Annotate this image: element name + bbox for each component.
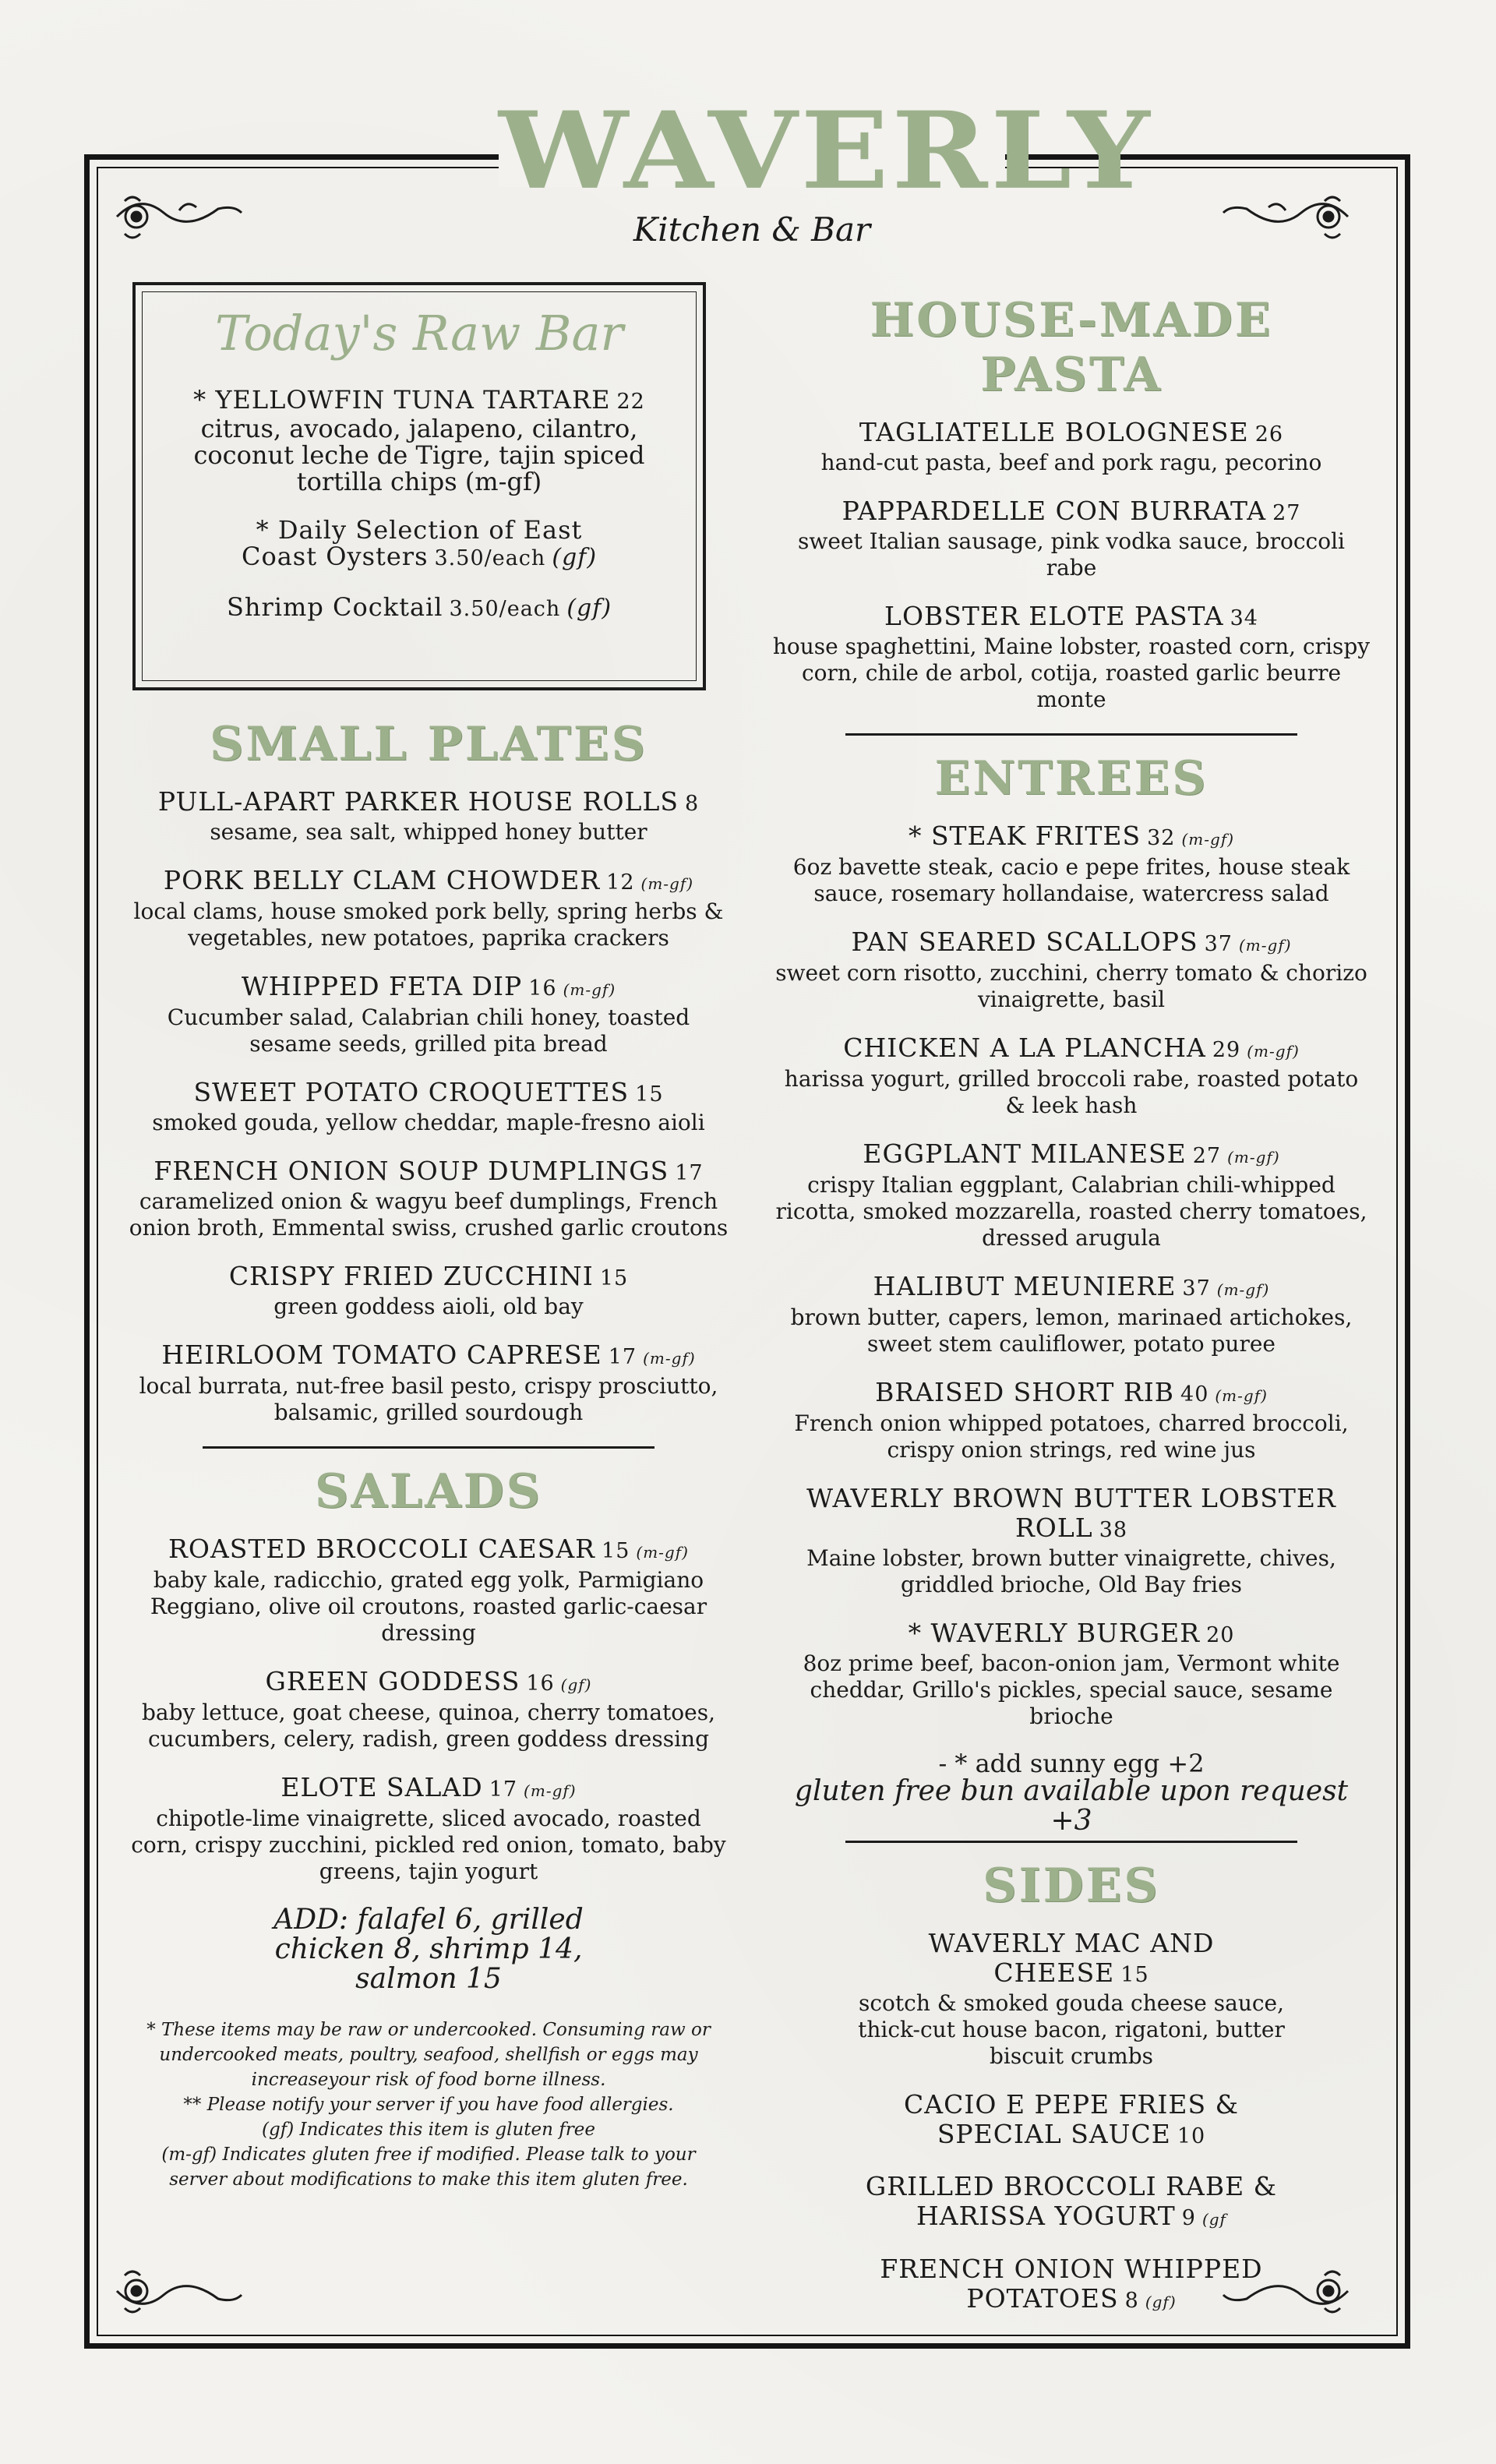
menu-item [771, 496, 1371, 581]
sides-title: SIDES [983, 1859, 1160, 1913]
item-description: sweet corn risotto, zucchini, cherry tomato & chorizo vinaigrette, basil [775, 960, 1367, 1012]
item-price: 26 [1254, 422, 1284, 447]
item-description: smoked gouda, yellow cheddar, maple-fresno aioli [152, 1110, 705, 1135]
item-price: 15 [602, 1539, 630, 1563]
item-price: 15 [599, 1266, 629, 1290]
footnotes [125, 2017, 732, 2192]
item-note: (m-gf) [1227, 1148, 1280, 1167]
item-price: 12 [606, 870, 635, 895]
item-price: 27 [1192, 1144, 1222, 1168]
menu-item [125, 866, 732, 951]
item-heading [771, 821, 1371, 854]
item-price: 27 [1272, 501, 1301, 525]
item-name: CRISPY FRIED ZUCCHINI [228, 1261, 594, 1291]
item-heading [771, 1484, 1371, 1545]
item-price: 17 [675, 1161, 704, 1185]
item-description: 8oz prime beef, bacon-onion jam, Vermont white cheddar, Grillo's pickles, special sauce, sesame brioche [803, 1650, 1340, 1729]
item-description: brown butter, capers, lemon, marinaed artichokes, sweet stem cauliflower, potato puree [790, 1304, 1353, 1357]
item-note: (m-gf) [636, 1543, 689, 1562]
menu-item [771, 1033, 1371, 1119]
item-heading [771, 1378, 1371, 1410]
item-description: French onion whipped potatoes, charred broccoli, crispy onion strings, red wine jus [794, 1410, 1349, 1463]
item-price: 34 [1230, 606, 1258, 630]
footnote-line: ** Please notify your server if you have food allergies. [183, 2095, 674, 2115]
item-heading [125, 1534, 732, 1567]
raw-bar-inner-border [142, 291, 697, 681]
menu-item [771, 1139, 1371, 1251]
item-note: (m-gf) [640, 874, 694, 893]
item-name: Shrimp Cocktail [226, 592, 443, 622]
item-heading [125, 1156, 732, 1188]
item-name: HEIRLOOM TOMATO CAPRESE [161, 1340, 602, 1370]
footnote-line: (gf) Indicates this item is gluten free [262, 2120, 595, 2140]
salad-add-ons: ADD: falafel 6, grilled chicken 8, shrimp 14, salmon 15 [273, 1904, 584, 1995]
item-name: * YELLOWFIN TUNA TARTARE [193, 385, 611, 415]
entrees-list [771, 821, 1371, 1730]
floral-ornament-icon [109, 178, 249, 256]
item-name: WAVERLY BROWN BUTTER LOBSTER ROLL [806, 1483, 1336, 1543]
item-note: (gf) [1145, 2293, 1177, 2311]
raw-bar-title: Today's Raw Bar [214, 305, 624, 362]
item-heading [125, 1340, 732, 1373]
item-price: 22 [616, 390, 645, 414]
item-name: PAPPARDELLE CON BURRATA [842, 496, 1267, 526]
item-name: * STEAK FRITES [908, 821, 1141, 851]
item-note: (m-gf) [1215, 1386, 1268, 1405]
item-name: PORK BELLY CLAM CHOWDER [163, 865, 601, 895]
item-name: * WAVERLY BURGER [908, 1618, 1201, 1648]
item-price: 3.50/each [434, 546, 546, 570]
menu-item [771, 2172, 1371, 2234]
item-heading [771, 1033, 1371, 1066]
item-heading [771, 927, 1371, 960]
menu-item [125, 1262, 732, 1320]
item-price: 15 [635, 1082, 664, 1107]
item-heading [125, 787, 732, 819]
item-name: FRENCH ONION WHIPPED POTATOES [880, 2254, 1263, 2314]
item-note: (m-gf) [524, 1781, 577, 1800]
item-heading [857, 1929, 1286, 1990]
item-name: FRENCH ONION SOUP DUMPLINGS [153, 1156, 669, 1186]
item-name: SWEET POTATO CROQUETTES [193, 1077, 630, 1107]
item-description: Maine lobster, brown butter vinaigrette, chives, griddled brioche, Old Bay fries [806, 1545, 1336, 1597]
entrees-title: ENTREES [934, 751, 1208, 806]
item-description: sweet Italian sausage, pink vodka sauce, broccoli rabe [797, 528, 1345, 581]
small-plates-list [125, 787, 732, 1426]
item-heading [125, 866, 732, 898]
item-price: 40 [1180, 1382, 1209, 1407]
menu-item [125, 1078, 732, 1136]
item-description: local clams, house smoked pork belly, spring herbs & vegetables, new potatoes, paprika crackers [133, 898, 724, 951]
item-price: 38 [1099, 1518, 1128, 1542]
sides-list [771, 1929, 1371, 2317]
burger-add-on: - * add sunny egg +2 [938, 1749, 1205, 1778]
item-note: (m-gf) [563, 980, 616, 999]
floral-ornament-icon [1216, 178, 1356, 256]
item-name: * Daily Selection of East Coast Oysters [241, 515, 583, 571]
item-name: ROASTED BROCCOLI CAESAR [168, 1534, 596, 1564]
menu-item [125, 1773, 732, 1885]
item-price: 17 [489, 1777, 518, 1802]
menu-item [125, 1534, 732, 1647]
item-description: citrus, avocado, jalapeno, cilantro, coconut leche de Tigre, tajin spiced tortilla chips (m-gf) [193, 414, 645, 496]
raw-bar-box [132, 282, 706, 690]
item-description: 6oz bavette steak, cacio e pepe frites, house steak sauce, rosemary hollandaise, watercress salad [792, 854, 1350, 906]
item-price: 10 [1177, 2124, 1206, 2148]
menu-item [771, 2090, 1371, 2152]
item-heading [125, 1262, 732, 1294]
section-divider [845, 1841, 1297, 1843]
item-note: (gf) [552, 544, 598, 571]
item-heading [857, 2254, 1286, 2317]
item-description: baby kale, radicchio, grated egg yolk, Parmigiano Reggiano, olive oil croutons, roasted garlic-caesar dressing [150, 1567, 707, 1646]
item-heading [125, 1773, 732, 1806]
gluten-free-bun-note: gluten free bun available upon request +3 [794, 1775, 1349, 1837]
item-name: WHIPPED FETA DIP [241, 971, 523, 1001]
item-heading [125, 1078, 732, 1110]
item-note: (m-gf) [1247, 1042, 1300, 1061]
item-price: 29 [1212, 1038, 1241, 1062]
item-name: ELOTE SALAD [280, 1772, 483, 1802]
item-heading [125, 972, 732, 1004]
item-description: crispy Italian eggplant, Calabrian chili-whipped ricotta, smoked mozzarella, roasted cherry tomatoes, dressed arugula [775, 1172, 1367, 1251]
salads-title: SALADS [315, 1464, 542, 1519]
item-description: green goddess aioli, old bay [273, 1294, 584, 1319]
left-column [125, 717, 732, 2192]
item-price: 32 [1147, 826, 1176, 850]
item-description: hand-cut pasta, beef and pork ragu, pecorino [820, 450, 1322, 475]
menu-item [771, 821, 1371, 907]
item-description: harissa yogurt, grilled broccoli rabe, roasted potato & leek hash [784, 1066, 1359, 1118]
right-column [771, 293, 1371, 2337]
menu-item [771, 1378, 1371, 1463]
item-description: house spaghettini, Maine lobster, roasted corn, crispy corn, chile de arbol, cotija, roasted garlic beurre monte [772, 634, 1371, 712]
menu-item [771, 418, 1371, 476]
menu-item [771, 2254, 1371, 2317]
restaurant-logo: WAVERLY [499, 87, 1153, 214]
section-divider [203, 1446, 654, 1449]
item-heading [771, 1272, 1371, 1304]
item-heading [771, 602, 1371, 634]
item-note: (gf) [560, 1675, 592, 1694]
item-name: PULL-APART PARKER HOUSE ROLLS [157, 786, 679, 817]
item-name: LOBSTER ELOTE PASTA [884, 601, 1224, 631]
menu-item [771, 1484, 1371, 1598]
item-price: 17 [608, 1345, 637, 1369]
item-note: (m-gf) [1238, 936, 1292, 955]
item-name: GRILLED BROCCOLI RABE & HARISSA YOGURT [865, 2171, 1278, 2231]
pasta-list [771, 418, 1371, 713]
item-name: BRAISED SHORT RIB [875, 1377, 1175, 1407]
item-name: CHICKEN A LA PLANCHA [843, 1033, 1206, 1063]
item-price: 37 [1182, 1276, 1211, 1301]
item-price: 3.50/each [449, 597, 561, 621]
item-name: HALIBUT MEUNIERE [873, 1271, 1177, 1301]
menu-item [771, 1619, 1371, 1730]
salads-list [125, 1534, 732, 1885]
menu-item [125, 1340, 732, 1426]
item-name: CACIO E PEPE FRIES & SPECIAL SAUCE [904, 2089, 1239, 2149]
item-description: local burrata, nut-free basil pesto, crispy prosciutto, balsamic, grilled sourdough [139, 1373, 718, 1425]
restaurant-subtitle: Kitchen & Bar [633, 210, 871, 249]
menu-item [125, 972, 732, 1057]
item-description: caramelized onion & wagyu beef dumplings, French onion broth, Emmental swiss, crushed garlic croutons [129, 1188, 729, 1241]
item-heading [771, 496, 1371, 528]
item-price: 9 [1181, 2206, 1196, 2230]
item-heading [771, 1619, 1371, 1650]
item-name: WAVERLY MAC AND CHEESE [928, 1928, 1215, 1988]
item-description: baby lettuce, goat cheese, quinoa, cherry tomatoes, cucumbers, celery, radish, green goddess dressing [142, 1700, 715, 1752]
item-price: 8 [1124, 2289, 1139, 2313]
item-note: (m-gf) [643, 1349, 696, 1368]
section-divider [845, 733, 1297, 736]
item-price: 16 [528, 976, 557, 1001]
item-price: 20 [1206, 1623, 1235, 1647]
item-heading [771, 418, 1371, 450]
item-price: 8 [684, 792, 700, 816]
footnote-line: * These items may be raw or undercooked. Consuming raw or undercooked meats, poultry, seafood, shellfish or eggs may increaseyour risk of food borne illness. [146, 2020, 711, 2090]
item-name: PAN SEARED SCALLOPS [851, 927, 1198, 957]
item-note: (m-gf) [1216, 1280, 1270, 1299]
item-description: sesame, sea salt, whipped honey butter [210, 819, 647, 845]
menu-item [125, 1156, 732, 1241]
item-note: (gf [1201, 2210, 1226, 2229]
menu-item [125, 787, 732, 845]
item-name: GREEN GODDESS [265, 1666, 520, 1696]
menu-item [771, 1929, 1371, 2070]
item-heading [125, 1667, 732, 1700]
pasta-title: HOUSE-MADE PASTA [870, 293, 1273, 402]
item-note: (gf) [566, 595, 612, 622]
item-heading [771, 1139, 1371, 1172]
footnote-line: (m-gf) Indicates gluten free if modified. Please talk to your server about modifications to make this item gluten free. [161, 2145, 696, 2190]
floral-ornament-icon [109, 2252, 249, 2330]
item-heading [857, 2090, 1286, 2152]
item-name: EGGPLANT MILANESE [863, 1138, 1187, 1169]
menu-item [125, 1667, 732, 1753]
item-heading [857, 2172, 1286, 2234]
item-note: (m-gf) [1181, 830, 1235, 849]
item-description: Cucumber salad, Calabrian chili honey, toasted sesame seeds, grilled pita bread [167, 1004, 690, 1057]
item-description: chipotle-lime vinaigrette, sliced avocado, roasted corn, crispy zucchini, pickled red onion, tomato, baby greens, tajin yogurt [131, 1806, 726, 1884]
menu-item [771, 602, 1371, 713]
menu-item [771, 927, 1371, 1013]
item-price: 15 [1120, 1963, 1149, 1987]
item-description: scotch & smoked gouda cheese sauce, thick-cut house bacon, rigatoni, butter biscuit crumbs [858, 1990, 1285, 2069]
small-plates-title: SMALL PLATES [210, 717, 647, 771]
item-price: 37 [1204, 932, 1233, 956]
item-price: 16 [526, 1671, 555, 1696]
menu-item [771, 1272, 1371, 1357]
item-name: TAGLIATELLE BOLOGNESE [859, 417, 1249, 447]
